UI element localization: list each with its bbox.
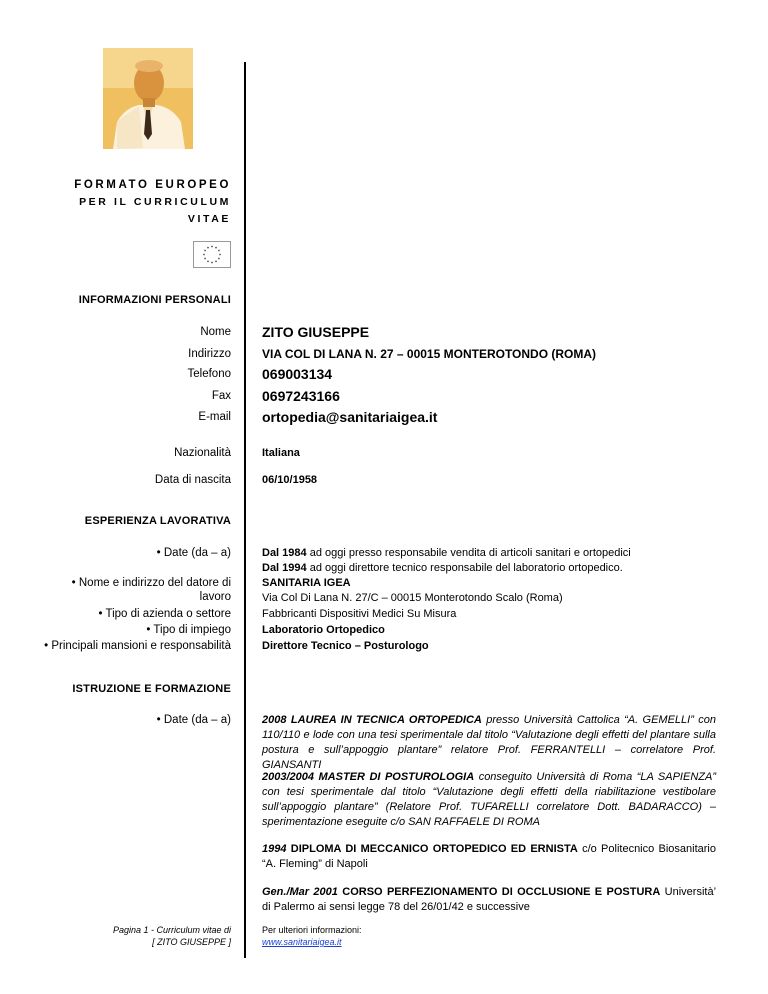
section-education: ISTRUZIONE E FORMAZIONE — [72, 683, 231, 695]
footer-page-line1: Pagina 1 - Curriculum vitae di — [112, 925, 231, 935]
duties-value: Direttore Tecnico – Posturologo — [262, 640, 429, 652]
label-work-dates: • Date (da – a) — [156, 547, 231, 559]
edu-entry-2 — [262, 770, 716, 830]
work-line-1 — [262, 546, 631, 561]
edu-entry-2-body: conseguito Università di Roma “LA SAPIENZA” con tesi sperimentale dal titolo “Valutazione degli effetti della riabilitazione vestibolare sull’appoggio plantare” (Relatore Prof. TUFARELLI correlatore Dott. BADARACCO) – sperimentazione eseguite c/o SAN RAFFAELE DI ROMA — [262, 771, 716, 828]
section-work-experience: ESPERIENZA LAVORATIVA — [84, 515, 231, 527]
edu-entry-4-year: Gen./Mar 2001 — [262, 886, 338, 898]
label-fax: Fax — [211, 390, 231, 402]
value-email: ortopedia@sanitariaigea.it — [262, 409, 438, 425]
footer-info — [262, 924, 362, 948]
value-fax: 0697243166 — [262, 388, 340, 404]
edu-entry-3-body: c/o Politecnico Biosanitario “A. Fleming” di Napoli — [262, 843, 716, 870]
footer-website-link[interactable]: www.sanitariaigea.it — [262, 937, 342, 947]
cv-title — [74, 177, 231, 228]
label-edu-dates: • Date (da – a) — [156, 714, 231, 726]
employer-name: SANITARIA IGEA — [262, 577, 351, 589]
label-job: • Tipo di impiego — [146, 624, 231, 636]
footer-info-text: Per ulteriori informazioni: — [262, 925, 362, 935]
label-sector: • Tipo di azienda o settore — [98, 608, 231, 620]
label-employer-line1: • Nome e indirizzo del datore di — [71, 577, 231, 589]
work-line-2-text: ad oggi direttore tecnico responsabile del laboratorio ortopedico. — [306, 562, 623, 574]
sector-value: Fabbricanti Dispositivi Medici Su Misura — [262, 608, 457, 620]
value-indirizzo: VIA COL DI LANA N. 27 – 00015 MONTEROTONDO (ROMA) — [262, 347, 597, 361]
title-line-1: FORMATO EUROPEO — [74, 179, 231, 191]
label-telefono: Telefono — [187, 368, 231, 380]
label-indirizzo: Indirizzo — [188, 348, 231, 360]
section-personal-info: INFORMAZIONI PERSONALI — [78, 294, 231, 306]
edu-entry-4-head: CORSO PERFEZIONAMENTO DI OCCLUSIONE E POSTURA — [337, 886, 661, 898]
label-employer — [72, 576, 231, 604]
edu-entry-1 — [262, 713, 716, 773]
footer-page-line2: [ ZITO GIUSEPPE ] — [152, 937, 231, 947]
edu-entry-1-body: presso Università Cattolica “A. GEMELLI” con 110/110 e lode con una tesi sperimentale dal titolo “Valutazione degli effetti del plantare sulla postura e sull’appoggio plantare” relatore Prof. FERRANTELLI – correlatore Prof. GIANSANTI — [262, 714, 716, 771]
edu-entry-4-body: Università’ di Palermo ai sensi legge 78 del 26/01/42 e successive — [262, 886, 717, 913]
label-email: E-mail — [198, 411, 231, 423]
label-nome: Nome — [200, 326, 231, 338]
profile-photo — [103, 48, 193, 149]
edu-entry-3 — [262, 842, 716, 872]
work-line-2-year: Dal 1994 — [262, 562, 307, 574]
work-line-2 — [262, 561, 623, 576]
title-line-3: VITAE — [187, 213, 231, 225]
person-portrait-icon — [103, 48, 193, 149]
edu-entry-2-head: 2003/2004 MASTER DI POSTUROLOGIA — [262, 771, 475, 783]
footer-page-info — [113, 924, 231, 948]
job-value: Laboratorio Ortopedico — [262, 624, 385, 636]
label-duties: • Principali mansioni e responsabilità — [44, 640, 231, 652]
eu-flag-icon — [193, 241, 231, 268]
value-nome: ZITO GIUSEPPE — [262, 324, 370, 340]
employer-address: Via Col Di Lana N. 27/C – 00015 Monterotondo Scalo (Roma) — [262, 592, 563, 604]
work-line-1-year: Dal 1984 — [262, 547, 307, 559]
edu-entry-3-head: DIPLOMA DI MECCANICO ORTOPEDICO ED ERNISTA — [286, 843, 578, 855]
value-nazionalita: Italiana — [262, 447, 300, 459]
edu-entry-3-year: 1994 — [262, 843, 287, 855]
label-data-nascita: Data di nascita — [154, 474, 231, 486]
value-data-nascita: 06/10/1958 — [262, 474, 318, 486]
edu-entry-4 — [262, 885, 716, 915]
work-line-1-text: ad oggi presso responsabile vendita di articoli sanitari e ortopedici — [306, 547, 631, 559]
value-telefono: 069003134 — [262, 366, 333, 382]
edu-entry-1-head: 2008 LAUREA IN TECNICA ORTOPEDICA — [262, 714, 482, 726]
title-line-2: PER IL CURRICULUM — [79, 196, 231, 208]
label-nazionalita: Nazionalità — [174, 447, 231, 459]
vertical-divider — [244, 62, 246, 958]
label-employer-line2: lavoro — [199, 591, 231, 603]
